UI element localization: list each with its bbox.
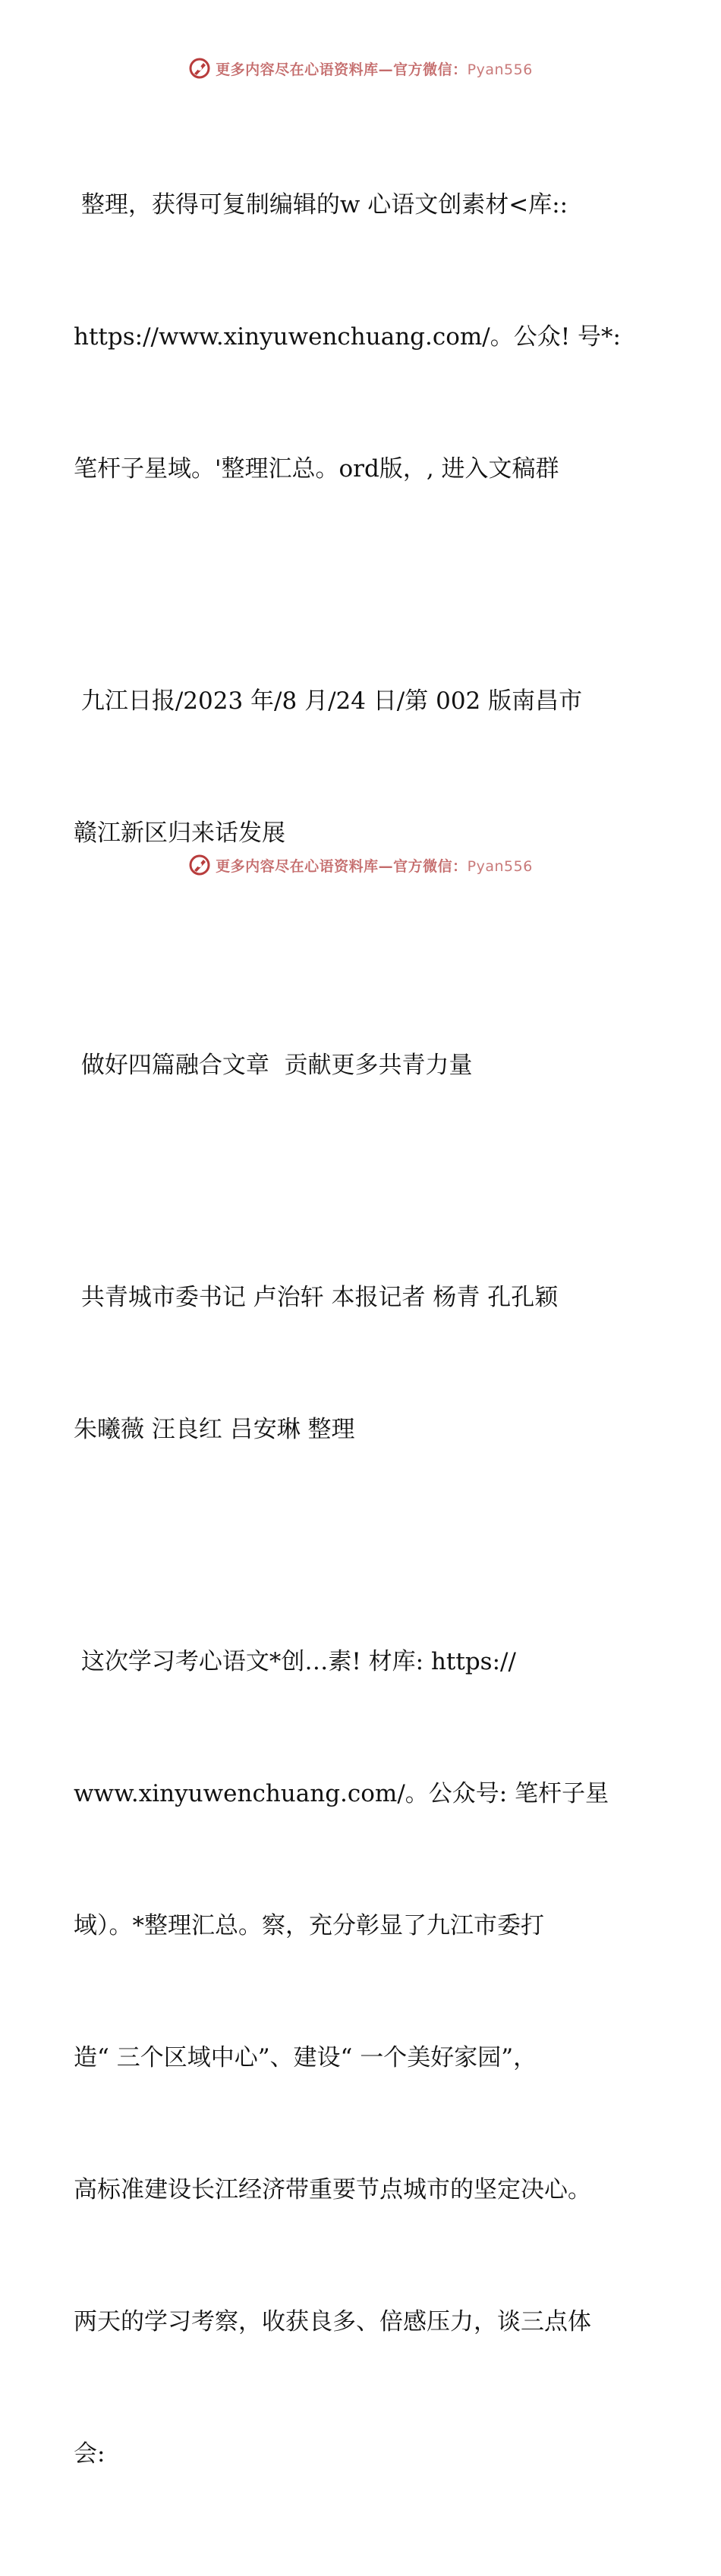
footer-banner <box>0 850 721 880</box>
text-line: 会: <box>74 2440 105 2467</box>
text-line: 九江日报/2023 年/8 月/24 日/第 002 版南昌市 <box>74 687 583 715</box>
text-line: 整理，获得可复制编辑的w 心语文创素材<库:: <box>74 191 568 219</box>
footer-banner-id: Pyan556 <box>467 857 533 875</box>
text-line: 造“ 三个区域中心”、建设“ 一个美好家园”， <box>74 2044 537 2071</box>
text-line: 高标准建设长江经济带重要节点城市的坚定决心。 <box>74 2176 591 2203</box>
text-line: 两天的学习考察，收获良多、倍感压力，谈三点体 <box>74 2308 591 2335</box>
text-line: https://www.xinyuwenchuang.com/。公众! 号*: <box>74 323 621 351</box>
paragraph-body <box>74 1552 650 2564</box>
header-banner-cn: 更多内容尽在心语资料库—官方微信： <box>216 61 468 78</box>
paragraph-source <box>74 591 650 943</box>
text-line: www.xinyuwenchuang.com/。公众号: 笔杆子星 <box>74 1780 609 1807</box>
quill-circle-icon <box>188 854 211 876</box>
text-line: 共青城市委书记 卢治轩 本报记者 杨青 孔孔颖 <box>74 1284 559 1311</box>
header-banner-text <box>216 58 533 79</box>
footer-banner-text <box>216 855 533 876</box>
document-body <box>74 95 650 2576</box>
text-line: 做好四篇融合文章 贡献更多共青力量 <box>74 1052 473 1079</box>
paragraph-headline <box>74 955 650 1175</box>
quill-circle-icon <box>188 57 211 80</box>
text-line: 笔杆子星域。'整理汇总。ord版，, 进入文稿群 <box>74 455 559 483</box>
paragraph-byline <box>74 1187 650 1540</box>
text-line: 赣江新区归来话发展 <box>74 819 285 847</box>
header-banner <box>0 53 721 83</box>
text-line: 朱曦薇 汪良红 吕安琳 整理 <box>74 1416 355 1443</box>
header-banner-id: Pyan556 <box>467 61 533 78</box>
footer-banner-cn: 更多内容尽在心语资料库—官方微信： <box>216 857 468 875</box>
text-line: 这次学习考心语文*创…素! 材库: https:// <box>74 1648 516 1675</box>
paragraph-intro <box>74 95 650 579</box>
text-line: 域）。*整理汇总。察，充分彰显了九江市委打 <box>74 1912 544 1939</box>
